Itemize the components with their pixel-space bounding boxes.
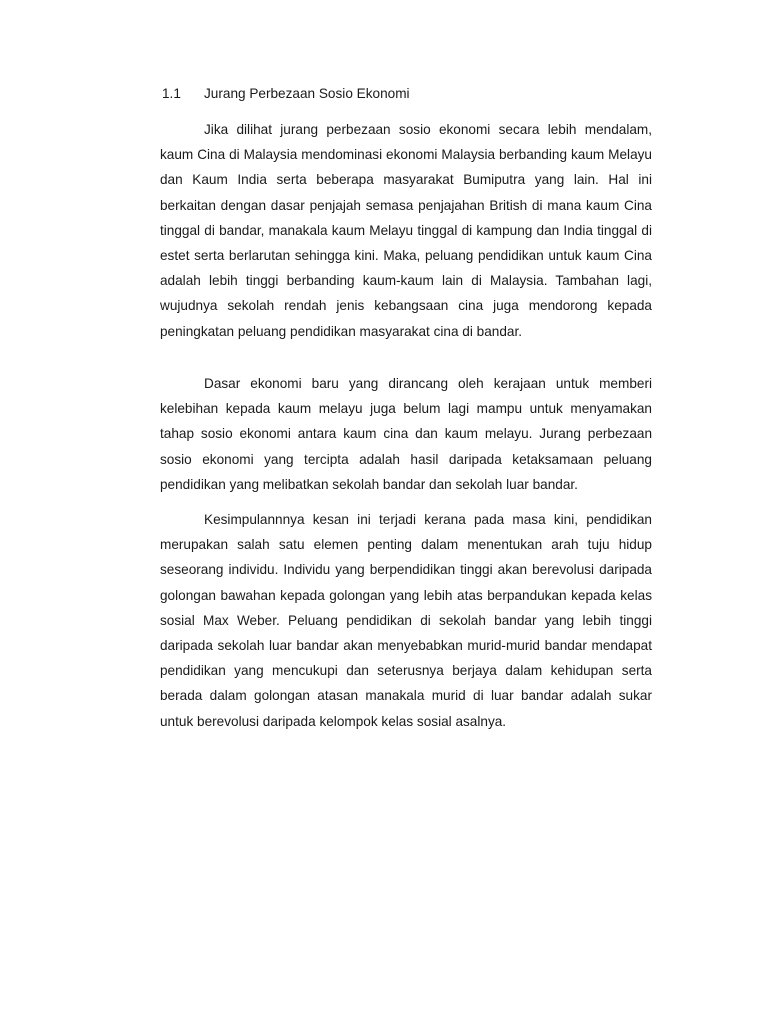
- section-number: 1.1: [162, 86, 181, 101]
- paragraph-1: Jika dilihat jurang perbezaan sosio ekonomi secara lebih mendalam, kaum Cina di Malaysia mendominasi ekonomi Malaysia berbanding kaum Melayu dan Kaum India serta beberapa masyarakat Bumiputra yang lain. Hal ini berkaitan dengan dasar penjajah semasa penjajahan British di mana kaum Cina tinggal di bandar, manakala kaum Melayu tinggal di kampung dan India tinggal di estet serta berlarutan sehingga kini. Maka, peluang pendidikan untuk kaum Cina adalah lebih tinggi berbanding kaum-kaum lain di Malaysia. Tambahan lagi, wujudnya sekolah rendah jenis kebangsaan cina juga mendorong kepada peningkatan peluang pendidikan masyarakat cina di bandar.: [160, 122, 652, 339]
- section-title: Jurang Perbezaan Sosio Ekonomi: [204, 86, 410, 101]
- paragraph-3: Kesimpulannnya kesan ini terjadi kerana pada masa kini, pendidikan merupakan salah satu elemen penting dalam menentukan arah tuju hidup seseorang individu. Individu yang berpendidikan tinggi akan berevolusi daripada golongan bawahan kepada golongan yang lebih atas berpandukan kepada kelas sosial Max Weber. Peluang pendidikan di sekolah bandar yang lebih tinggi daripada sekolah luar bandar akan menyebabkan murid-murid bandar mendapat pendidikan yang mencukupi dan seterusnya berjaya dalam kehidupan serta berada dalam golongan atasan manakala murid di luar bandar adalah sukar untuk berevolusi daripada kelompok kelas sosial asalnya.: [160, 512, 652, 729]
- paragraph-2: Dasar ekonomi baru yang dirancang oleh kerajaan untuk memberi kelebihan kepada kaum melayu juga belum lagi mampu untuk menyamakan tahap sosio ekonomi antara kaum cina dan kaum melayu. Jurang perbezaan sosio ekonomi yang tercipta adalah hasil daripada ketaksamaan peluang pendidikan yang melibatkan sekolah bandar dan sekolah luar bandar.: [160, 376, 652, 492]
- section-heading: [162, 84, 410, 104]
